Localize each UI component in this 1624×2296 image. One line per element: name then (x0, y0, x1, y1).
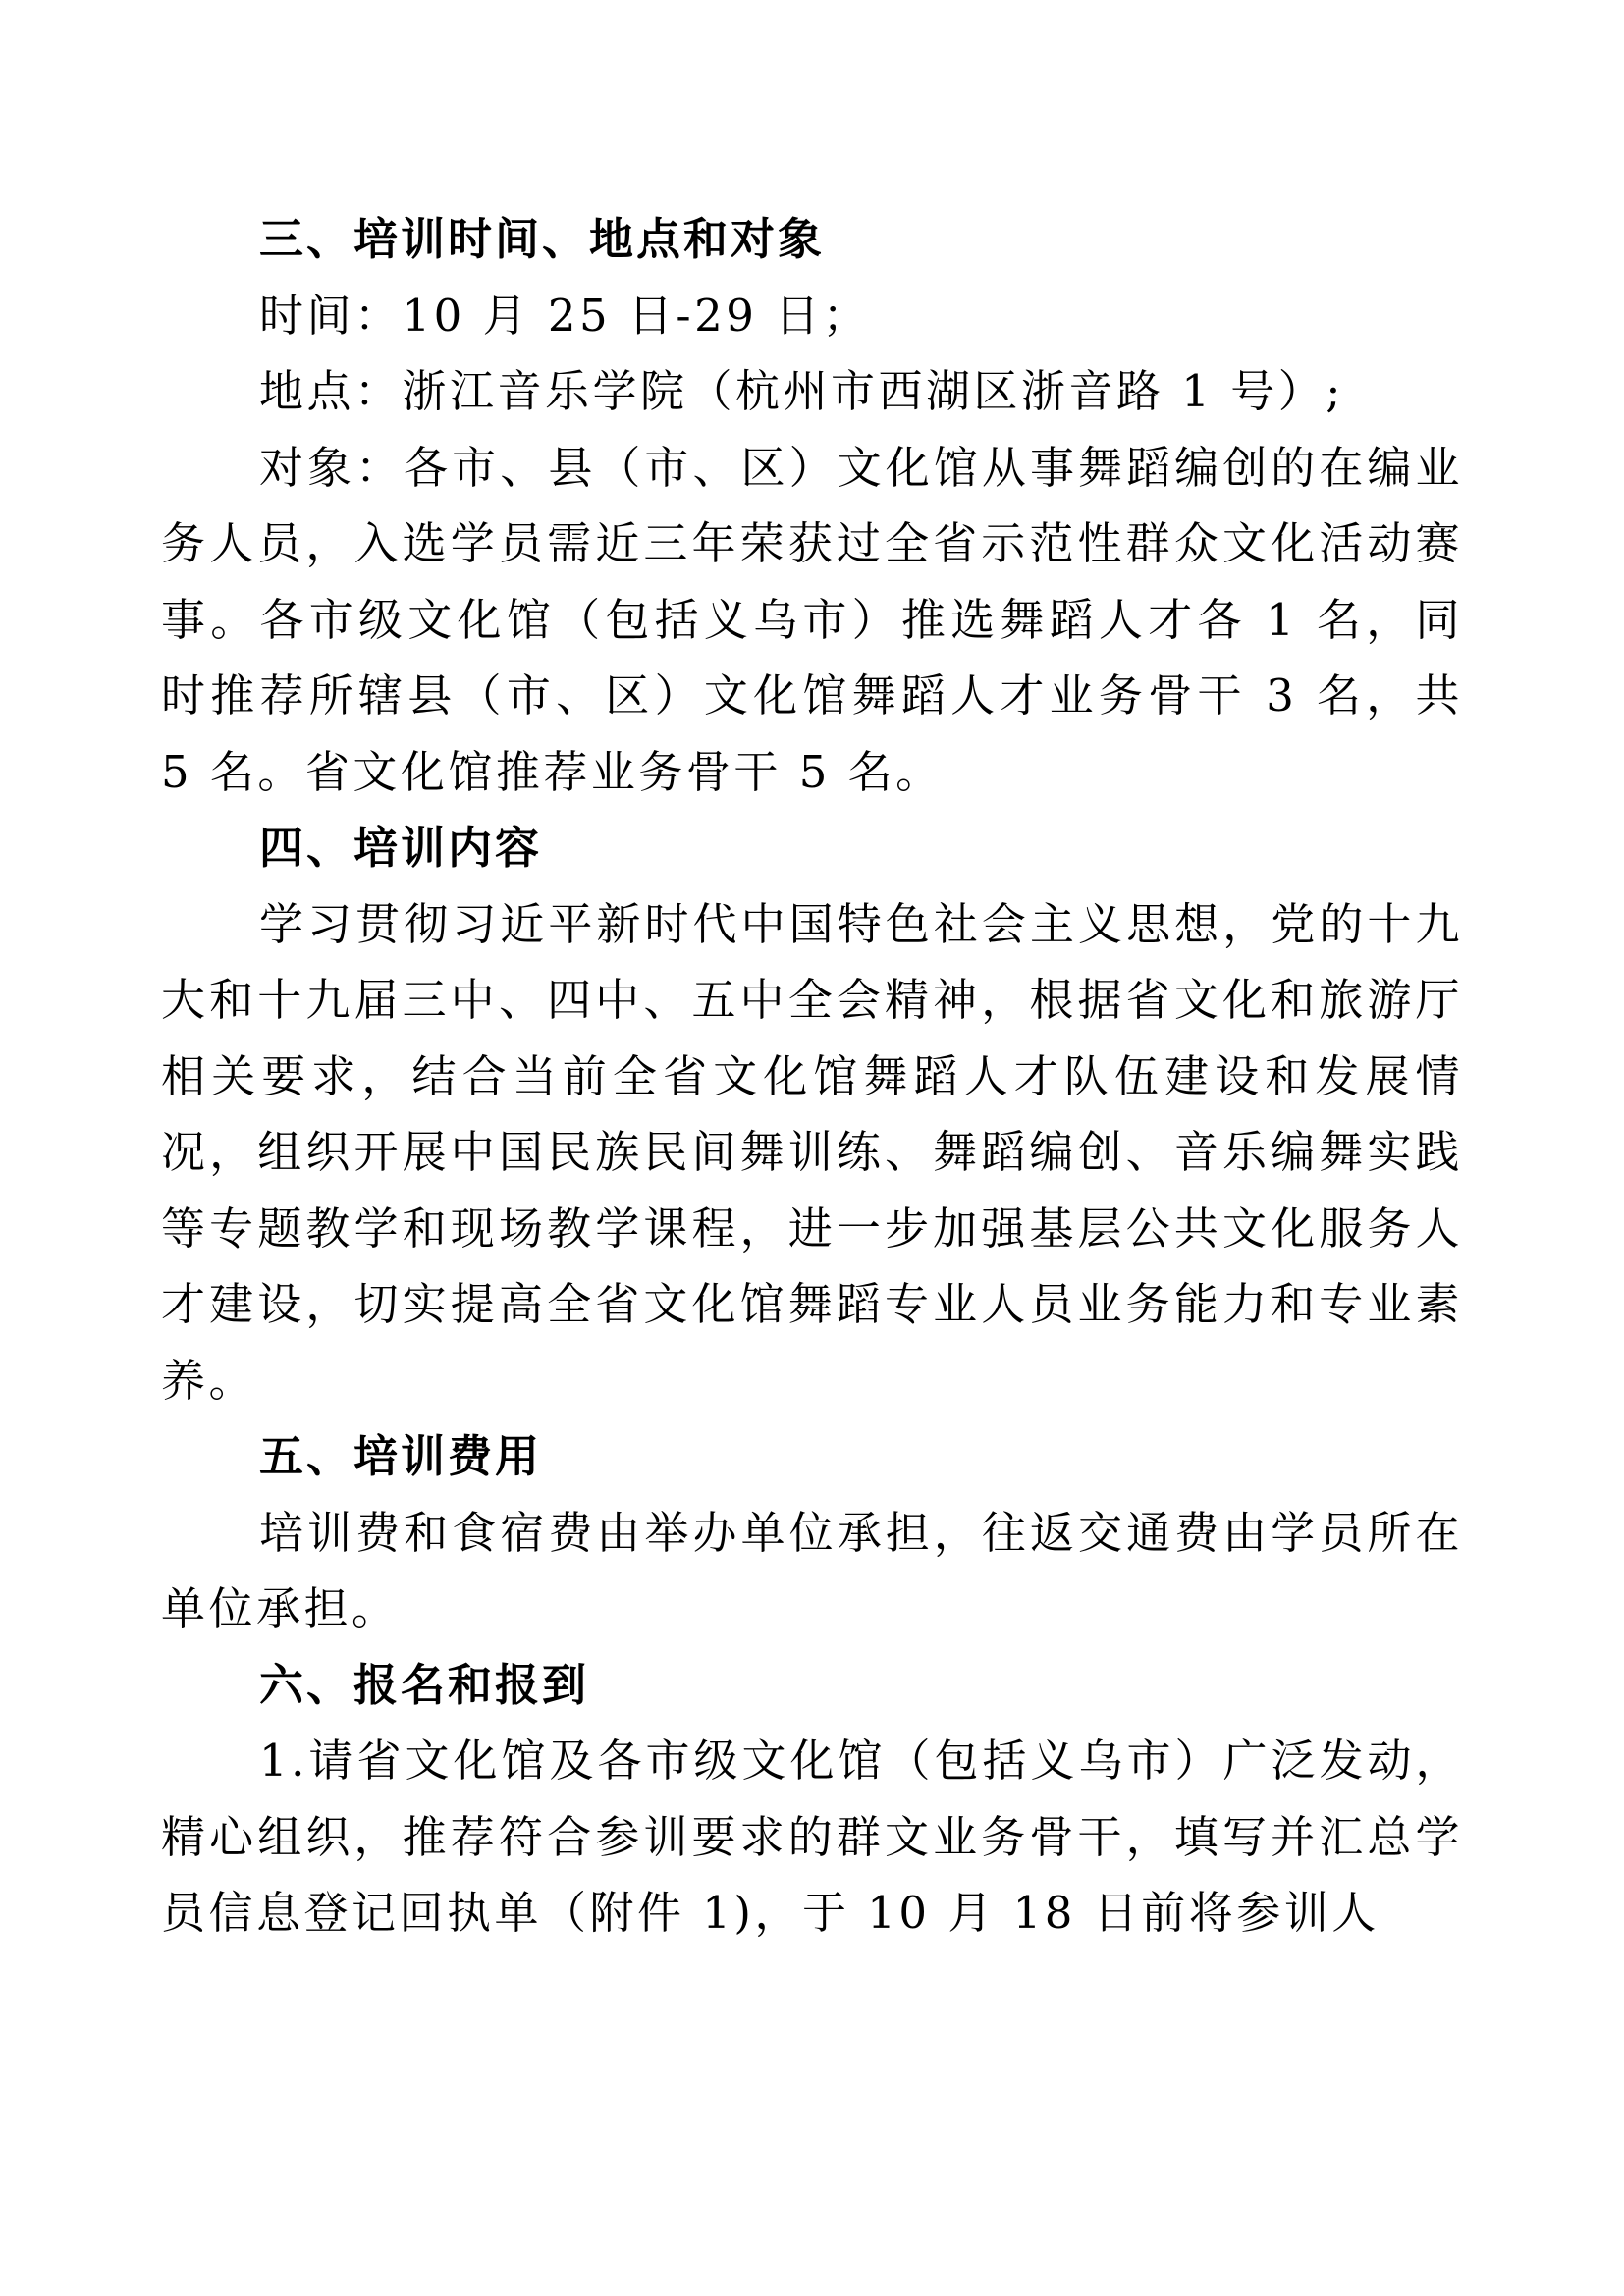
paragraph: 1.请省文化馆及各市级文化馆（包括义乌市）广泛发动，精心组织，推荐符合参训要求的群文业务骨干，填写并汇总学员信息登记回执单（附件 1)，于 10 月 18 日前将参训人 (161, 1735, 1463, 1939)
section-heading: 四、培训内容 (259, 822, 543, 874)
paragraph: 时间：10 月 25 日-29 日； (259, 289, 871, 342)
paragraph: 地点：浙江音乐学院（杭州市西湖区浙音路 1 号）; (259, 365, 1344, 417)
section-heading: 三、培训时间、地点和对象 (259, 213, 826, 265)
paragraph: 培训费和食宿费由举办单位承担，往返交通费由学员所在单位承担。 (161, 1506, 1463, 1634)
section-heading: 五、培训费用 (259, 1430, 543, 1482)
paragraph: 学习贯彻习近平新时代中国特色社会主义思想，党的十九大和十九届三中、四中、五中全会精神，根据省文化和旅游厅相关要求，结合当前全省文化馆舞蹈人才队伍建设和发展情况，组织开展中国民族民间舞训练、舞蹈编创、音乐编舞实践等专题教学和现场教学课程，进一步加强基层公共文化服务人才建设，切实提高全省文化馆舞蹈专业人员业务能力和专业素养。 (161, 897, 1463, 1407)
paragraph: 对象：各市、县（市、区）文化馆从事舞蹈编创的在编业务人员，入选学员需近三年荣获过全省示范性群众文化活动赛事。各市级文化馆（包括义乌市）推选舞蹈人才各 1 名，同时推荐所辖县（市、区）文化馆舞蹈人才业务骨干 3 名，共 5 名。省文化馆推荐业务骨干 5 名。 (161, 441, 1463, 798)
section-heading: 六、报名和报到 (259, 1658, 590, 1711)
document-body (161, 201, 1463, 1951)
